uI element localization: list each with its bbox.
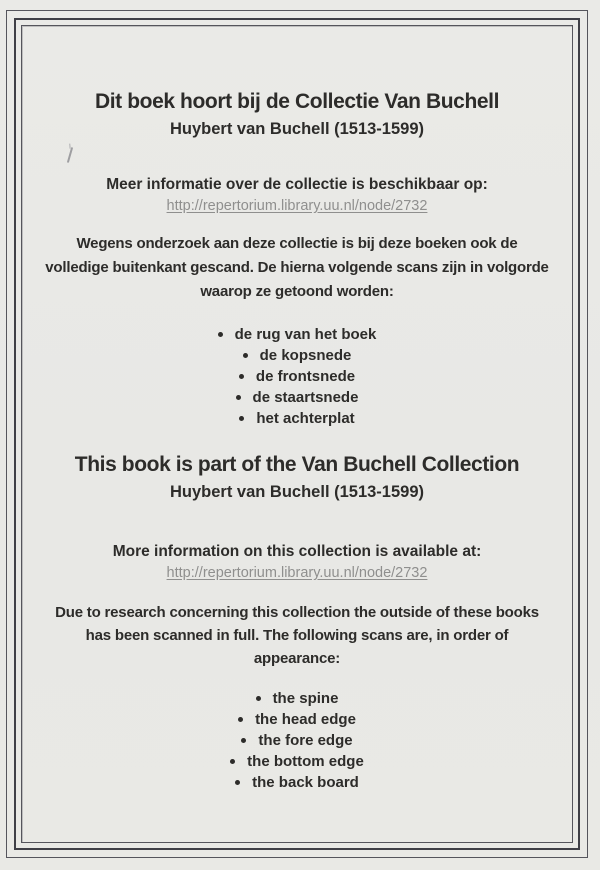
bullet-icon [238,717,243,722]
list-item [22,730,572,751]
dutch-subtitle: Huybert van Buchell (1513-1599) [169,120,425,138]
list-item-label: the back board [252,774,359,791]
bullet-icon [218,332,223,337]
dutch-collection-link[interactable]: http://repertorium.library.uu.nl/node/2732 [166,198,428,214]
list-item [22,408,572,429]
bullet-icon [239,416,244,421]
list-item [22,387,572,408]
english-info-line: More information on this collection is available at: [112,543,482,560]
english-title: This book is part of the Van Buchell Collection [74,453,520,476]
list-item-label: the spine [272,690,339,707]
list-item-label: the fore edge [258,732,353,749]
bullet-icon [235,780,240,785]
dutch-title: Dit boek hoort bij de Collectie Van Buchell [94,90,500,113]
dutch-paragraph: Wegens onderzoek aan deze collectie is bij deze boeken ook de volledige buitenkant gescand. De hierna volgende scans zijn in volgorde waarop ze getoond worden: [45,235,549,300]
bullet-icon [230,759,235,764]
dutch-scan-list [22,324,572,429]
page-border-frame-inner [21,25,573,843]
bullet-icon [241,738,246,743]
list-item-label: the head edge [255,711,356,728]
list-item [22,709,572,730]
list-item-label: het achterplat [256,410,355,427]
dutch-info-line: Meer informatie over de collectie is beschikbaar op: [106,176,488,193]
english-paragraph: Due to research concerning this collection the outside of these books has been scanned in full. The following scans are, in order of appearance: [55,604,539,667]
list-item-label: de staartsnede [252,389,359,406]
bullet-icon [236,395,241,400]
list-item [22,751,572,772]
bullet-icon [243,353,248,358]
english-collection-link[interactable]: http://repertorium.library.uu.nl/node/2732 [166,565,428,581]
list-item [22,688,572,709]
english-scan-list [22,688,572,793]
bullet-icon [239,374,244,379]
list-item-label: de kopsnede [259,347,352,364]
page-border-frame-middle [14,18,580,850]
list-item-label: de rug van het boek [234,326,377,343]
list-item-label: the bottom edge [247,753,364,770]
page-content [22,26,572,793]
list-item-label: de frontsnede [255,368,356,385]
list-item [22,772,572,793]
english-subtitle: Huybert van Buchell (1513-1599) [169,483,425,501]
list-item [22,366,572,387]
bullet-icon [256,696,261,701]
list-item [22,345,572,366]
page-border-frame-outer [6,10,588,858]
list-item [22,324,572,345]
